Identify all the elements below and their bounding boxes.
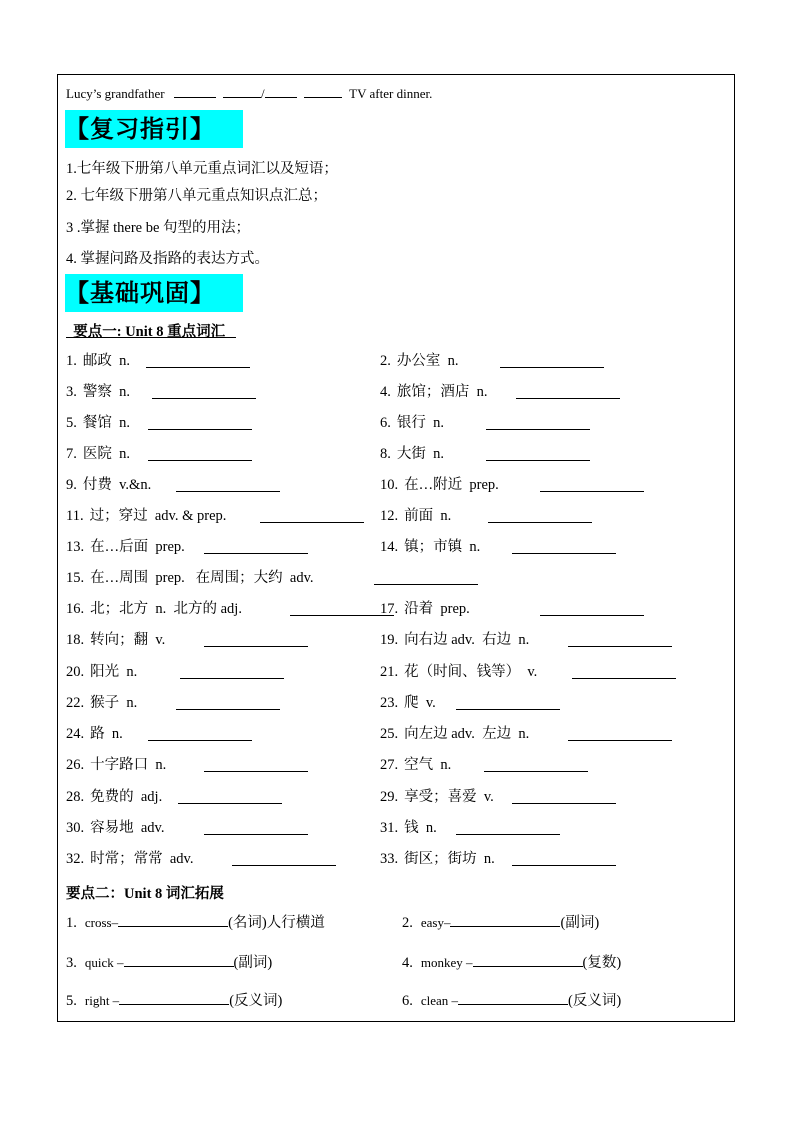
item-prompt: 向右边 adv. 右边 n. <box>404 632 530 648</box>
item-number: 31. <box>380 820 399 836</box>
base-word: quick – <box>84 955 124 970</box>
item-prompt: 前面 n. <box>404 508 452 524</box>
item-prompt: 猴子 n. <box>90 695 138 711</box>
answer-blank[interactable] <box>124 954 234 967</box>
vocab-item <box>66 661 137 683</box>
item-prompt: 向左边 adv. 左边 n. <box>404 726 530 742</box>
item-number: 18. <box>66 632 85 648</box>
answer-blank[interactable] <box>568 740 672 741</box>
item-prompt: 钱 n. <box>404 820 437 836</box>
item-number: 3. <box>66 384 77 400</box>
item-prompt: 过；穿过 adv. & prep. <box>89 508 227 524</box>
item-prompt: 空气 n. <box>404 757 452 773</box>
item-number: 9. <box>66 477 77 493</box>
base-word: cross– <box>84 915 119 930</box>
item-number: 24. <box>66 726 85 742</box>
item-prompt: 办公室 n. <box>396 353 459 369</box>
vocab-item <box>380 474 499 496</box>
vocab-item <box>380 536 480 558</box>
section-title-basics: 【基础巩固】 <box>65 274 243 312</box>
vocab-item <box>66 692 137 714</box>
answer-blank[interactable] <box>119 992 229 1005</box>
item-number: 4. <box>402 955 413 971</box>
item-prompt: 警察 n. <box>82 384 130 400</box>
answer-blank[interactable] <box>180 678 284 679</box>
vocab-item <box>66 505 226 527</box>
item-prompt: 阳光 n. <box>90 664 138 680</box>
item-number: 15. <box>66 570 85 586</box>
blank[interactable] <box>265 85 297 98</box>
vocab-item <box>66 786 162 808</box>
vocab-item <box>66 754 166 776</box>
item-number: 30. <box>66 820 85 836</box>
answer-blank[interactable] <box>540 615 644 616</box>
vocab-item <box>380 848 495 870</box>
item-number: 2. <box>380 353 391 369</box>
item-number: 17. <box>380 601 399 617</box>
answer-blank[interactable] <box>148 740 252 741</box>
answer-blank[interactable] <box>204 771 308 772</box>
item-number: 8. <box>380 446 391 462</box>
word-form-hint: (副词) <box>560 915 600 931</box>
vocab-item <box>380 505 451 527</box>
answer-blank[interactable] <box>204 553 308 554</box>
item-prompt: 免费的 adj. <box>90 789 163 805</box>
item-number: 11. <box>66 508 84 524</box>
vocab-item <box>380 412 444 434</box>
answer-blank[interactable] <box>290 615 394 616</box>
answer-blank[interactable] <box>118 914 228 927</box>
answer-blank[interactable] <box>260 522 364 523</box>
review-item: 2. 七年级下册第八单元重点知识点汇总； <box>66 188 327 204</box>
answer-blank[interactable] <box>458 992 568 1005</box>
answer-blank[interactable] <box>540 491 644 492</box>
point2-heading: 要点二：Unit 8 词汇拓展 <box>66 886 224 902</box>
answer-blank[interactable] <box>488 522 592 523</box>
item-number: 3. <box>66 955 77 971</box>
sentence-tail: TV after dinner. <box>349 86 433 101</box>
word-form-hint: (名词)人行横道 <box>228 915 325 931</box>
item-number: 6. <box>380 415 391 431</box>
item-prompt: 沿着 prep. <box>404 601 470 617</box>
vocab-item <box>380 443 444 465</box>
item-prompt: 时常；常常 adv. <box>90 851 194 867</box>
base-word: easy– <box>420 915 451 930</box>
item-prompt: 十字路口 n. <box>90 757 167 773</box>
item-prompt: 路 n. <box>90 726 123 742</box>
item-number: 22. <box>66 695 85 711</box>
item-prompt: 爬 v. <box>404 695 436 711</box>
item-number: 21. <box>380 664 399 680</box>
item-number: 4. <box>380 384 391 400</box>
answer-blank[interactable] <box>572 678 676 679</box>
vocab-item <box>66 723 123 745</box>
expand-item <box>402 990 621 1012</box>
vocab-item <box>66 817 165 839</box>
item-prompt: 在…附近 prep. <box>404 477 499 493</box>
answer-blank[interactable] <box>473 954 583 967</box>
item-number: 25. <box>380 726 399 742</box>
review-item: 4. 掌握问路及指路的表达方式。 <box>66 251 269 267</box>
answer-blank[interactable] <box>152 398 256 399</box>
item-number: 14. <box>380 539 399 555</box>
word-form-hint: (副词) <box>233 955 273 971</box>
item-number: 10. <box>380 477 399 493</box>
base-word: clean – <box>420 993 459 1008</box>
vocab-item <box>66 412 130 434</box>
expand-item <box>66 912 325 934</box>
item-prompt: 餐馆 n. <box>82 415 130 431</box>
expand-item <box>66 990 282 1012</box>
answer-blank[interactable] <box>204 646 308 647</box>
answer-blank[interactable] <box>456 709 560 710</box>
item-prompt: 大街 n. <box>396 446 444 462</box>
vocab-item <box>66 381 130 403</box>
answer-blank[interactable] <box>512 553 616 554</box>
vocab-item <box>66 443 130 465</box>
answer-blank[interactable] <box>484 771 588 772</box>
vocab-item <box>380 723 529 745</box>
item-number: 28. <box>66 789 85 805</box>
vocab-item <box>380 350 459 372</box>
item-number: 5. <box>66 415 77 431</box>
review-item: 1.七年级下册第八单元重点词汇以及短语； <box>66 161 338 177</box>
item-number: 20. <box>66 664 85 680</box>
item-number: 1. <box>66 353 77 369</box>
item-number: 23. <box>380 695 399 711</box>
vocab-item <box>380 786 494 808</box>
item-prompt: 镇；市镇 n. <box>404 539 481 555</box>
vocab-item <box>66 536 185 558</box>
vocab-item <box>380 381 488 403</box>
answer-blank[interactable] <box>486 460 590 461</box>
word-form-hint: (反义词) <box>568 993 622 1009</box>
vocab-item <box>66 598 242 620</box>
item-number: 29. <box>380 789 399 805</box>
item-prompt: 北；北方 n. 北方的 adj. <box>90 601 242 617</box>
answer-blank[interactable] <box>512 865 616 866</box>
point1-heading: 要点一: Unit 8 重点词汇 <box>66 324 236 340</box>
item-prompt: 转向；翻 v. <box>90 632 166 648</box>
answer-blank[interactable] <box>176 491 280 492</box>
vocab-item <box>380 692 436 714</box>
item-number: 32. <box>66 851 85 867</box>
answer-blank[interactable] <box>456 834 560 835</box>
item-prompt: 容易地 adv. <box>90 820 165 836</box>
vocab-item <box>380 661 537 683</box>
vocab-item <box>380 629 529 651</box>
item-prompt: 旅馆；酒店 n. <box>396 384 488 400</box>
vocab-item <box>66 848 194 870</box>
item-prompt: 花（时间、钱等） v. <box>404 664 538 680</box>
item-number: 16. <box>66 601 85 617</box>
answer-blank[interactable] <box>516 398 620 399</box>
item-prompt: 邮政 n. <box>82 353 130 369</box>
item-number: 26. <box>66 757 85 773</box>
vocab-item <box>66 629 165 651</box>
item-number: 2. <box>402 915 413 931</box>
section-title-review: 【复习指引】 <box>65 110 243 148</box>
answer-blank[interactable] <box>176 709 280 710</box>
word-form-hint: (反义词) <box>229 993 283 1009</box>
slash: / <box>261 86 265 101</box>
answer-blank[interactable] <box>204 834 308 835</box>
item-prompt: 在…周围 prep. 在周围；大约 adv. <box>90 570 314 586</box>
vocab-item <box>380 598 470 620</box>
item-prompt: 街区；街坊 n. <box>404 851 495 867</box>
answer-blank[interactable] <box>148 460 252 461</box>
vocab-item <box>380 754 451 776</box>
item-number: 12. <box>380 508 399 524</box>
expand-item <box>402 952 621 974</box>
item-prompt: 医院 n. <box>82 446 130 462</box>
item-prompt: 在…后面 prep. <box>90 539 185 555</box>
item-number: 13. <box>66 539 85 555</box>
answer-blank[interactable] <box>148 429 252 430</box>
item-number: 1. <box>66 915 77 931</box>
vocab-item <box>380 817 437 839</box>
answer-blank[interactable] <box>146 367 250 368</box>
item-number: 5. <box>66 993 77 1009</box>
answer-blank[interactable] <box>450 914 560 927</box>
base-word: monkey – <box>420 955 473 970</box>
item-number: 6. <box>402 993 413 1009</box>
answer-blank[interactable] <box>178 803 282 804</box>
item-number: 7. <box>66 446 77 462</box>
blank[interactable] <box>304 85 342 98</box>
blank[interactable] <box>223 85 261 98</box>
item-number: 33. <box>380 851 399 867</box>
answer-blank[interactable] <box>374 584 478 585</box>
item-number: 27. <box>380 757 399 773</box>
expand-item <box>66 952 272 974</box>
item-prompt: 享受；喜爱 v. <box>404 789 494 805</box>
vocab-item <box>66 350 130 372</box>
fill-sentence <box>66 85 432 102</box>
item-number: 19. <box>380 632 399 648</box>
vocab-item <box>66 567 314 589</box>
answer-blank[interactable] <box>568 646 672 647</box>
answer-blank[interactable] <box>232 865 336 866</box>
answer-blank[interactable] <box>486 429 590 430</box>
expand-item <box>402 912 599 934</box>
review-item: 3 .掌握 there be 句型的用法； <box>66 220 251 236</box>
base-word: right – <box>84 993 120 1008</box>
sentence-subject: Lucy’s grandfather <box>66 86 165 101</box>
word-form-hint: (复数) <box>582 955 622 971</box>
vocab-item <box>66 474 151 496</box>
blank[interactable] <box>174 85 216 98</box>
answer-blank[interactable] <box>512 803 616 804</box>
item-prompt: 银行 n. <box>396 415 444 431</box>
item-prompt: 付费 v.&n. <box>82 477 152 493</box>
answer-blank[interactable] <box>500 367 604 368</box>
